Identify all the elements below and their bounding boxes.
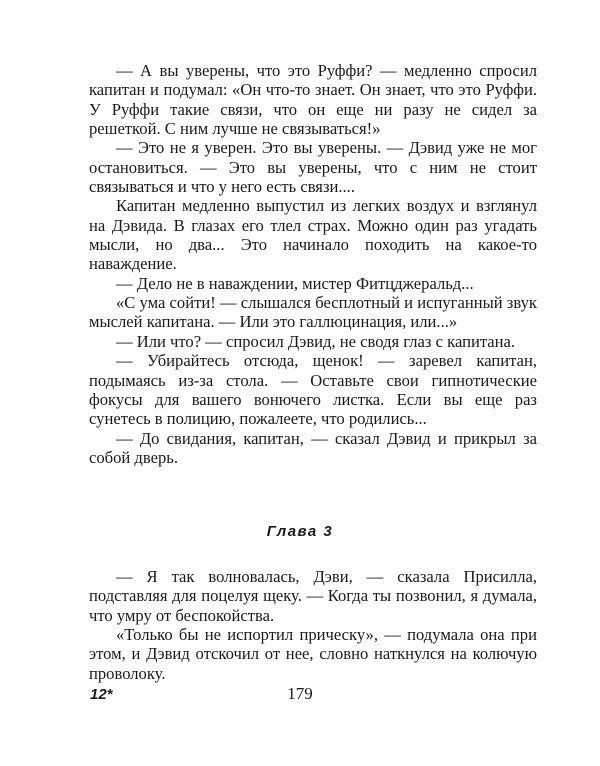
page-number: 179 [287, 684, 313, 703]
chapter-heading: Глава 3 [266, 523, 334, 540]
paragraph: «С ума сойти! — слышался бесплотный и испуганный звук мыслей капитана. — Или это галлюцинация, или...» [89, 293, 537, 332]
paragraph: — Дело не в наваждении, мистер Фитцджеральд... [116, 273, 474, 293]
paragraph: «Только бы не испортил прическу», — подумала она при этом, и Дэвид отскочил от нее, словно наткнулся на колючую проволоку. [89, 625, 537, 683]
chapter-text-block [89, 567, 537, 683]
paragraph: — А вы уверены, что это Руффи? — медленно спросил капитан и подумал: «Он что-то знает. Он знает, что это Руффи. У Руффи такие связи, что он еще ни разу не сидел за решеткой. С ним лучше не связываться!» [89, 61, 537, 139]
paragraph: — Это не я уверен. Это вы уверены. — Дэвид уже не мог остановиться. — Это вы уверены, что с ним не стоит связываться и что у него есть связи.... [89, 138, 537, 197]
printer-signature-mark: 12* [90, 686, 113, 703]
paragraph: — До свидания, капитан, — сказал Дэвид и прикрыл за собой дверь. [89, 428, 537, 467]
paragraph: Капитан медленно выпустил из легких воздух и взглянул на Дэвида. В глазах его тлел страх. Можно один раз угадать мысли, но два... Это начинало походить на какое-то наваждение. [89, 196, 537, 274]
main-text-block [89, 61, 537, 467]
paragraph: — Я так волновалась, Дэви, — сказала Присилла, подставляя для поцелуя щеку. — Когда ты позвонил, я думала, что умру от беспокойства. [89, 567, 537, 625]
paragraph: — Убирайтесь отсюда, щенок! — заревел капитан, подымаясь из-за стола. — Оставьте свои гипнотические фокусы для вашего вонючего листка. Если вы еще раз сунетесь в полицию, пожалеете, что родились... [89, 351, 537, 429]
paragraph: — Или что? — спросил Дэвид, не сводя глаз с капитана. [116, 331, 516, 351]
